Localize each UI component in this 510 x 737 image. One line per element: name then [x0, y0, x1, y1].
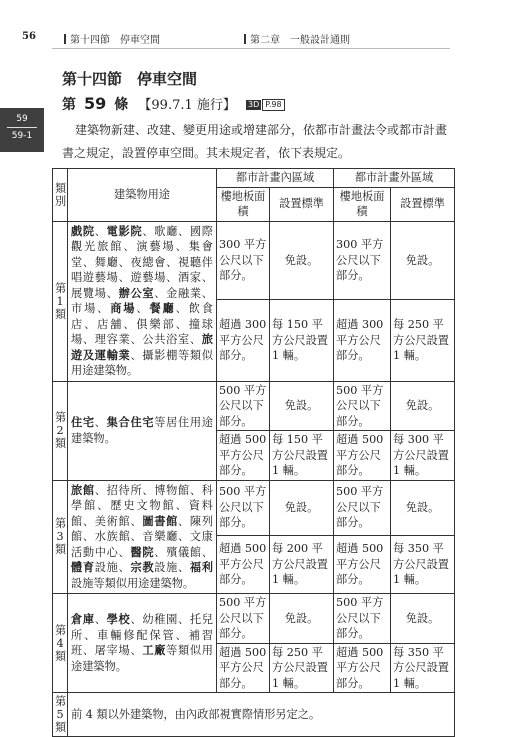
out-area-cell: 500 平方公尺以下部分。 [334, 594, 391, 644]
out-area-cell: 超過 500 平方公尺部分。 [334, 431, 391, 481]
in-std-cell: 免設。 [270, 221, 334, 300]
in-area-cell: 500 平方公尺以下部分。 [217, 381, 270, 431]
category-label: 第2類 [53, 381, 68, 480]
use-text: 、陳列館、水族館、音樂廳、文康活動中心、 [71, 514, 213, 559]
out-std-cell: 每 250 平方公尺設置 1 輛。 [391, 300, 455, 381]
building-use [68, 381, 217, 480]
header-out-floor-area: 樓地板面積 [334, 187, 391, 221]
in-std-cell: 免設。 [270, 594, 334, 644]
use-keyword: 工廠 [142, 643, 167, 657]
out-std-cell: 免設。 [391, 221, 455, 300]
use-keyword: 倉庫 [71, 612, 95, 626]
category-label: 第4類 [53, 594, 68, 693]
header-rule [52, 48, 450, 49]
use-keyword: 集合住宅 [106, 415, 155, 429]
use-keyword: 旅館 [71, 482, 95, 497]
use-keyword: 電影院 [106, 223, 143, 238]
use-text: 、 [136, 302, 150, 315]
table-row-category-5 [53, 693, 455, 737]
building-use [68, 221, 217, 381]
use-text: 、招待所、博物館、科學館、歷史文物館、資料館、美術館、 [71, 483, 213, 528]
use-text: 設施等類似用途建築物。 [71, 576, 195, 590]
3d-badge: 3D [248, 100, 260, 109]
category-5-note: 前 4 類以外建築物，由內政部視實際情形另定之。 [68, 693, 455, 737]
section-title: 第十四節 停車空間 [62, 70, 198, 88]
out-std-cell: 免設。 [391, 381, 455, 431]
out-std-cell: 免設。 [391, 594, 455, 644]
table-header-row [53, 169, 455, 188]
page-number: 56 [22, 31, 36, 42]
in-area-cell: 300 平方公尺以下部分。 [217, 221, 270, 300]
out-area-cell: 超過 500 平方公尺部分。 [334, 535, 391, 593]
use-text: 、 [94, 224, 107, 238]
use-keyword: 福利 [189, 560, 213, 574]
in-area-cell: 超過 500 平方公尺部分。 [217, 431, 270, 481]
in-area-cell: 超過 500 平方公尺部分。 [217, 643, 270, 693]
side-tab-subarticle: 59-1 [11, 131, 33, 141]
header-in-standard: 設置標準 [270, 187, 334, 221]
in-std-cell: 免設。 [270, 480, 334, 535]
use-keyword: 戲院 [71, 223, 95, 238]
use-text: 、 [94, 416, 107, 429]
in-std-cell: 每 150 平方公尺設置 1 輛。 [270, 300, 334, 381]
use-keyword: 學校 [106, 612, 131, 626]
use-text: 設施、 [154, 561, 190, 574]
use-keyword: 圖書館 [142, 513, 178, 528]
use-text: 、金融業、市場、 [71, 286, 213, 315]
in-std-cell: 每 150 平方公尺設置 1 輛。 [270, 431, 334, 481]
use-text: 、飲食店、店舖、俱樂部、撞球場、理容業、公共浴室、 [71, 302, 213, 346]
article-label-prefix: 第 [62, 97, 76, 113]
category-label: 第1類 [53, 221, 68, 381]
article-text: 建築物新建、改建、變更用途或增建部分，依都市計畫法令或都市計畫書之規定，設置停車空間。其未規定者，依下表規定。 [62, 123, 448, 160]
use-text: 設施、 [94, 561, 131, 574]
out-std-cell: 免設。 [391, 480, 455, 535]
out-area-cell: 超過 500 平方公尺部分。 [334, 643, 391, 693]
in-area-cell: 超過 300 平方公尺部分。 [217, 300, 270, 381]
use-keyword: 旅遊及運輸業 [71, 332, 213, 362]
header-out-standard: 設置標準 [391, 187, 455, 221]
use-keyword: 體育 [71, 560, 95, 574]
in-area-cell: 500 平方公尺以下部分。 [217, 594, 270, 644]
use-text: 、 [94, 613, 107, 626]
use-keyword: 醫院 [130, 544, 155, 559]
running-header-chapter: 第二章 一般設計通則 [244, 31, 350, 46]
in-std-cell: 免設。 [270, 381, 334, 431]
header-use: 建築物用途 [68, 169, 217, 222]
header-in-city: 都市計畫內區域 [217, 169, 334, 188]
table-body [53, 221, 455, 693]
side-tab-divider [7, 127, 37, 128]
out-area-cell: 500 平方公尺以下部分。 [334, 381, 391, 431]
out-std-cell: 每 350 平方公尺設置 1 輛。 [391, 535, 455, 593]
use-keyword: 餐廳 [149, 301, 176, 315]
category-label: 第3類 [53, 480, 68, 594]
in-std-cell: 每 250 平方公尺設置 1 輛。 [270, 643, 334, 693]
in-std-cell: 每 200 平方公尺設置 1 輛。 [270, 535, 334, 593]
article-label-suffix: 條 [114, 97, 129, 113]
side-tab-article: 59 [16, 114, 28, 124]
out-area-cell: 300 平方公尺以下部分。 [334, 221, 391, 300]
use-text: 、幼稚園、托兒所、車輛修配保管、補習班、屠宰場、 [71, 613, 213, 657]
use-text: 等居住用途建築物。 [71, 416, 213, 445]
header-in-floor-area: 樓地板面積 [217, 187, 270, 221]
out-area-cell: 超過 300 平方公尺部分。 [334, 300, 391, 381]
table-row [53, 480, 455, 535]
header-category: 類別 [53, 169, 68, 222]
use-keyword: 辦公室 [118, 285, 155, 300]
in-area-cell: 500 平方公尺以下部分。 [217, 480, 270, 535]
article-heading [62, 94, 285, 114]
use-text: 、攝影棚等類似用途建築物。 [71, 348, 213, 377]
effective-date: 【99.7.1 施行】 [138, 98, 236, 113]
use-keyword: 住宅 [71, 415, 95, 429]
use-keyword: 商場 [110, 301, 137, 315]
page-ref-badge: P.98 [262, 99, 284, 111]
out-area-cell: 500 平方公尺以下部分。 [334, 480, 391, 535]
running-header-section: 第十四節 停車空間 [64, 31, 160, 46]
out-std-cell: 每 300 平方公尺設置 1 輛。 [391, 431, 455, 481]
building-use [68, 594, 217, 693]
in-area-cell: 超過 500 平方公尺部分。 [217, 535, 270, 593]
use-keyword: 宗教 [130, 560, 155, 574]
building-use [68, 480, 217, 594]
use-text: 等類似用途建築物。 [71, 644, 213, 673]
header-out-city: 都市計畫外區域 [334, 169, 455, 188]
table-row [53, 594, 455, 644]
table-row [53, 381, 455, 431]
category-5-label: 第5類 [53, 693, 68, 737]
use-text: 、歌廳、國際觀光旅館、演藝場、集會堂、舞廳、夜總會、視聽伴唱遊藝場、遊藝場、酒家、展覽場、 [71, 224, 213, 300]
article-number: 59 [84, 94, 107, 113]
parking-requirements-table [52, 168, 455, 737]
table-row [53, 221, 455, 300]
use-text: 、殯儀館、 [154, 545, 213, 559]
side-tab [0, 108, 44, 152]
out-std-cell: 每 350 平方公尺設置 1 輛。 [391, 643, 455, 693]
